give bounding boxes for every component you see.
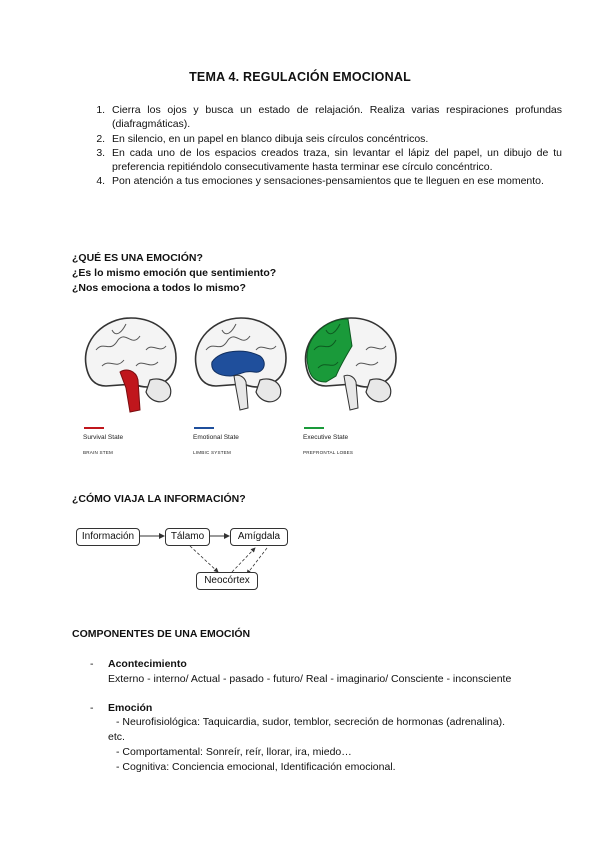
state-label: Executive State: [303, 434, 349, 441]
brain-states-figure: [76, 310, 406, 460]
instructions-list: [72, 103, 562, 189]
bullet-dash: -: [90, 658, 94, 670]
brain-card-emotional: [186, 310, 290, 460]
brain-executive-image: [296, 310, 400, 420]
component-title: Emoción: [108, 702, 153, 714]
question-line: ¿Es lo mismo emoción que sentimiento?: [72, 267, 277, 279]
color-legend-bar: [194, 427, 214, 429]
state-label: Emotional State: [193, 434, 239, 441]
component-description: Externo - interno/ Actual - pasado - futuro/ Real - imaginario/ Consciente - inconsciente: [108, 673, 512, 685]
flow-node-amigdala: Amígdala: [230, 528, 288, 546]
question-line: ¿Nos emociona a todos lo mismo?: [72, 282, 246, 294]
section-heading-components: COMPONENTES DE UNA EMOCIÓN: [72, 628, 251, 640]
list-item: 4. Pon atención a tus emociones y sensaciones-pensamientos que te lleguen en ese momento.: [108, 174, 562, 188]
list-item: 2. En silencio, en un papel en blanco dibuja seis círculos concéntricos.: [108, 132, 562, 146]
flow-node-informacion: Información: [76, 528, 140, 546]
component-detail: - Neurofisiológica: Taquicardia, sudor, temblor, secreción de hormonas (adrenalina).: [116, 716, 506, 728]
brain-emotional-image: [186, 310, 290, 420]
flow-node-talamo: Tálamo: [165, 528, 210, 546]
state-label: Survival State: [83, 434, 124, 441]
page-title: TEMA 4. REGULACIÓN EMOCIONAL: [189, 70, 411, 84]
brain-survival-image: [76, 310, 180, 420]
component-detail: - Comportamental: Sonreír, reír, llorar, ira, miedo…: [116, 746, 352, 758]
color-legend-bar: [304, 427, 324, 429]
list-item: 3. En cada uno de los espacios creados traza, sin levantar el lápiz del papel, un dibujo de tu preferencia repitiéndolo consecutivamente hasta terminar ese círculo concéntrico.: [108, 146, 562, 175]
information-flow-diagram: [72, 520, 292, 595]
question-heading: ¿QUÉ ES UNA EMOCIÓN?: [72, 252, 203, 264]
list-item: 1. Cierra los ojos y busca un estado de relajación. Realiza varias respiraciones profundas (diafragmáticas).: [108, 103, 562, 132]
region-label: PREFRONTAL LOBES: [303, 450, 354, 455]
component-title: Acontecimiento: [108, 658, 187, 670]
component-detail: etc.: [108, 731, 125, 743]
brain-card-executive: [296, 310, 400, 460]
bullet-dash: -: [90, 702, 94, 714]
color-legend-bar: [84, 427, 104, 429]
region-label: LIMBIC SYSTEM: [193, 450, 232, 455]
brain-card-survival: [76, 310, 180, 460]
region-label: BRAIN STEM: [83, 450, 114, 455]
component-detail: - Cognitiva: Conciencia emocional, Identificación emocional.: [116, 761, 396, 773]
flow-node-neocortex: Neocórtex: [196, 572, 258, 590]
section-heading-info: ¿CÓMO VIAJA LA INFORMACIÓN?: [72, 493, 246, 505]
